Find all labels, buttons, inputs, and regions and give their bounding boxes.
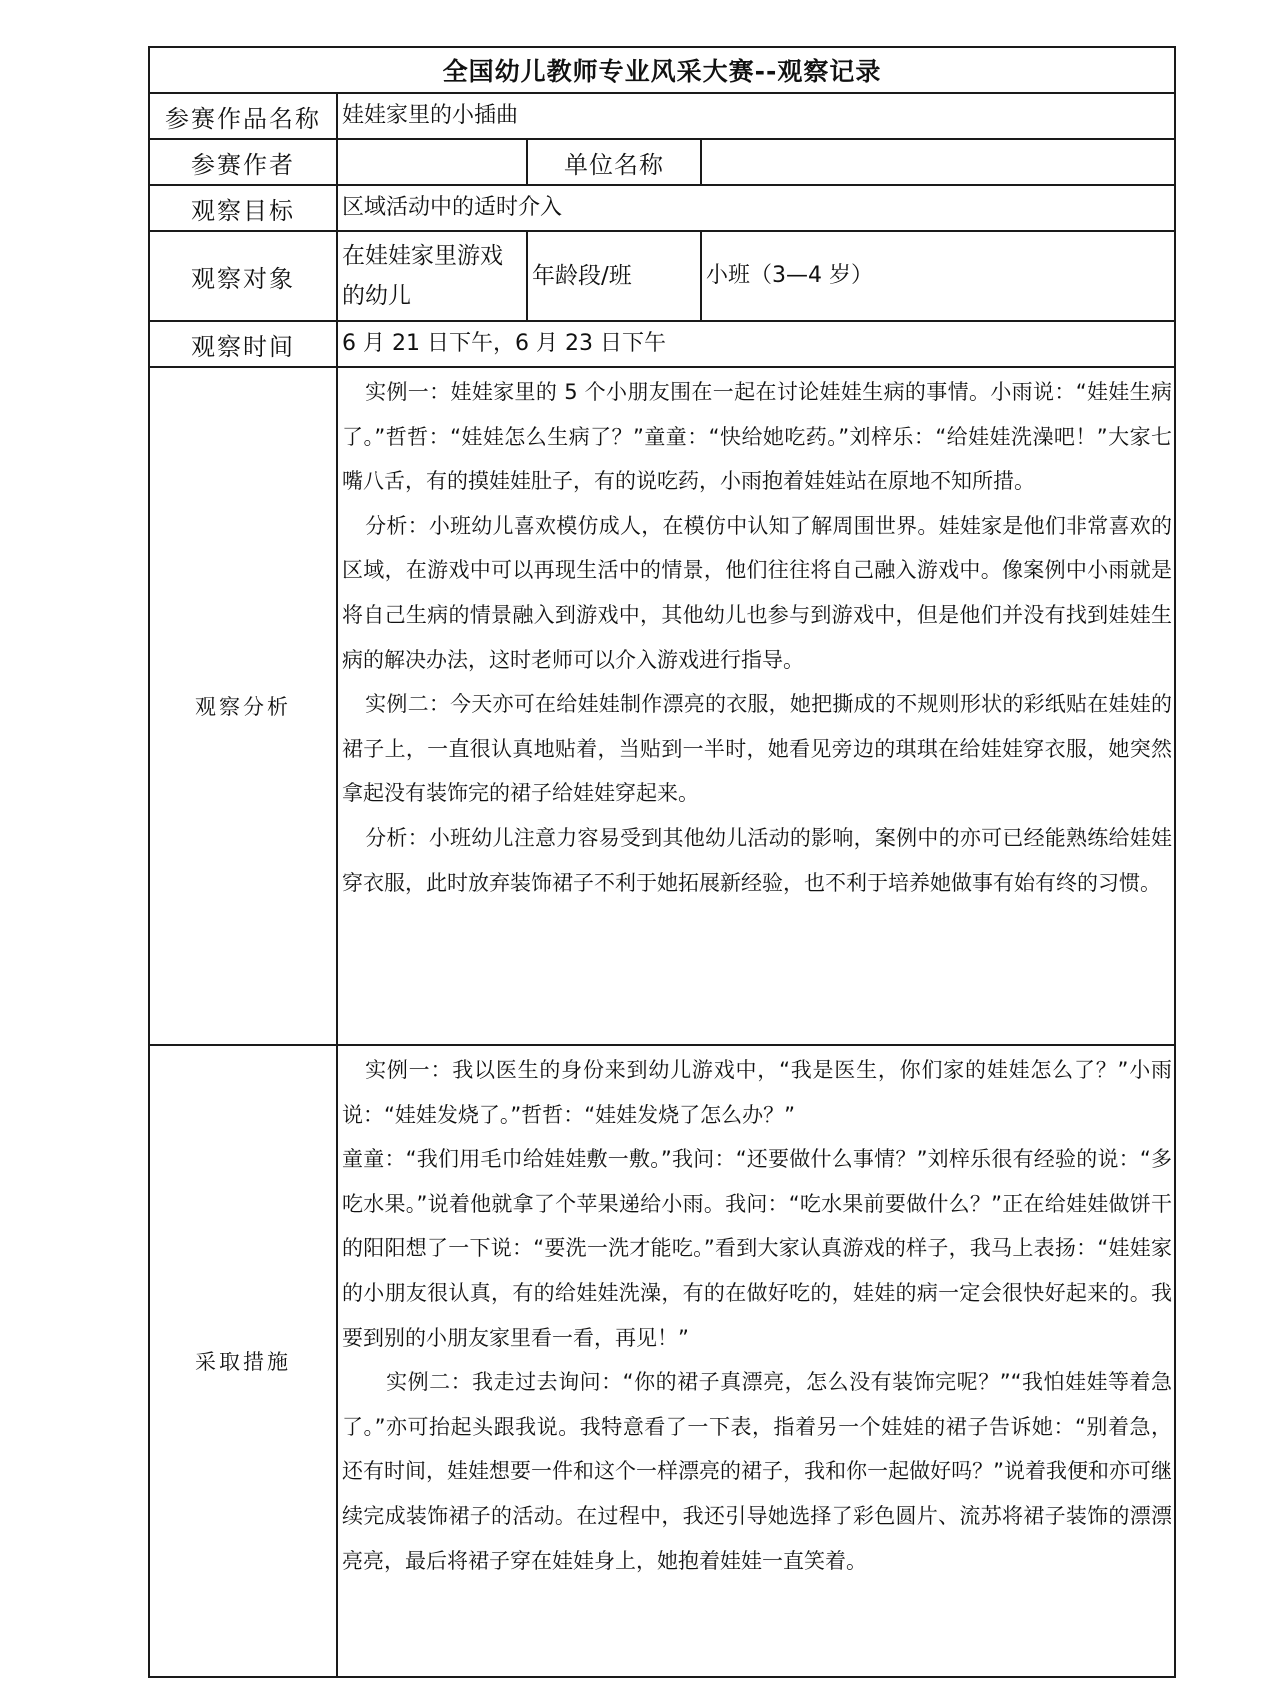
analysis-content <box>337 367 1175 1045</box>
work-name-value: 娃娃家里的小插曲 <box>337 93 1175 139</box>
age-group-value: 小班（3—4 岁） <box>701 231 1175 321</box>
goal-label: 观察目标 <box>149 185 337 231</box>
time-label: 观察时间 <box>149 321 337 367</box>
unit-name-value <box>701 139 1175 185</box>
author-value <box>337 139 527 185</box>
goal-value: 区域活动中的适时介入 <box>337 185 1175 231</box>
subject-value: 在娃娃家里游戏的幼儿 <box>337 231 527 321</box>
analysis-label: 观察分析 <box>149 367 337 1045</box>
measures-content <box>337 1045 1175 1677</box>
time-value: 6 月 21 日下午，6 月 23 日下午 <box>337 321 1175 367</box>
observation-record-table <box>148 46 1176 1678</box>
analysis-paragraph: 实例一：娃娃家里的 5 个小朋友围在一起在讨论娃娃生病的事情。小雨说：“娃娃生病了。”哲哲：“娃娃怎么生病了？”童童：“快给她吃药。”刘梓乐：“给娃娃洗澡吧！”大家七嘴八舌，有的摸娃娃肚子，有的说吃药，小雨抱着娃娃站在原地不知所措。 <box>342 380 1173 494</box>
author-label: 参赛作者 <box>149 139 337 185</box>
measures-paragraph: 实例二：我走过去询问：“你的裙子真漂亮，怎么没有装饰完呢？”“我怕娃娃等着急了。”亦可抬起头跟我说。我特意看了一下表，指着另一个娃娃的裙子告诉她：“别着急，还有时间，娃娃想要一件和这个一样漂亮的裙子，我和你一起做好吗？”说着我便和亦可继续完成装饰裙子的活动。在过程中，我还引导她选择了彩色圆片、流苏将裙子装饰的漂漂亮亮，最后将裙子穿在娃娃身上，她抱着娃娃一直笑着。 <box>342 1370 1173 1573</box>
measures-label: 采取措施 <box>149 1045 337 1677</box>
age-group-label: 年龄段/班 <box>527 231 701 321</box>
work-name-label: 参赛作品名称 <box>149 93 337 139</box>
unit-name-label: 单位名称 <box>527 139 701 185</box>
analysis-paragraph: 分析：小班幼儿注意力容易受到其他幼儿活动的影响，案例中的亦可已经能熟练给娃娃穿衣服，此时放弃装饰裙子不利于她拓展新经验，也不利于培养她做事有始有终的习惯。 <box>342 825 1173 895</box>
measures-paragraph: 实例一：我以医生的身份来到幼儿游戏中，“我是医生，你们家的娃娃怎么了？”小雨说：“娃娃发烧了。”哲哲：“娃娃发烧了怎么办？” <box>342 1058 1173 1127</box>
measures-paragraph: 童童：“我们用毛巾给娃娃敷一敷。”我问：“还要做什么事情？”刘梓乐很有经验的说：“多吃水果。”说着他就拿了个苹果递给小雨。我问：“吃水果前要做什么？”正在给娃娃做饼干的阳阳想了一下说：“要洗一洗才能吃。”看到大家认真游戏的样子，我马上表扬：“娃娃家的小朋友很认真，有的给娃娃洗澡，有的在做好吃的，娃娃的病一定会很快好起来的。我要到别的小朋友家里看一看，再见！” <box>342 1147 1173 1350</box>
analysis-paragraph: 实例二：今天亦可在给娃娃制作漂亮的衣服，她把撕成的不规则形状的彩纸贴在娃娃的裙子上，一直很认真地贴着，当贴到一半时，她看见旁边的琪琪在给娃娃穿衣服，她突然拿起没有装饰完的裙子给娃娃穿起来。 <box>342 692 1173 806</box>
analysis-paragraph: 分析：小班幼儿喜欢模仿成人，在模仿中认知了解周围世界。娃娃家是他们非常喜欢的区域，在游戏中可以再现生活中的情景，他们往往将自己融入游戏中。像案例中小雨就是将自己生病的情景融入到游戏中，其他幼儿也参与到游戏中，但是他们并没有找到娃娃生病的解决办法，这时老师可以介入游戏进行指导。 <box>342 513 1173 672</box>
subject-label: 观察对象 <box>149 231 337 321</box>
document-title: 全国幼儿教师专业风采大赛--观察记录 <box>149 47 1175 93</box>
